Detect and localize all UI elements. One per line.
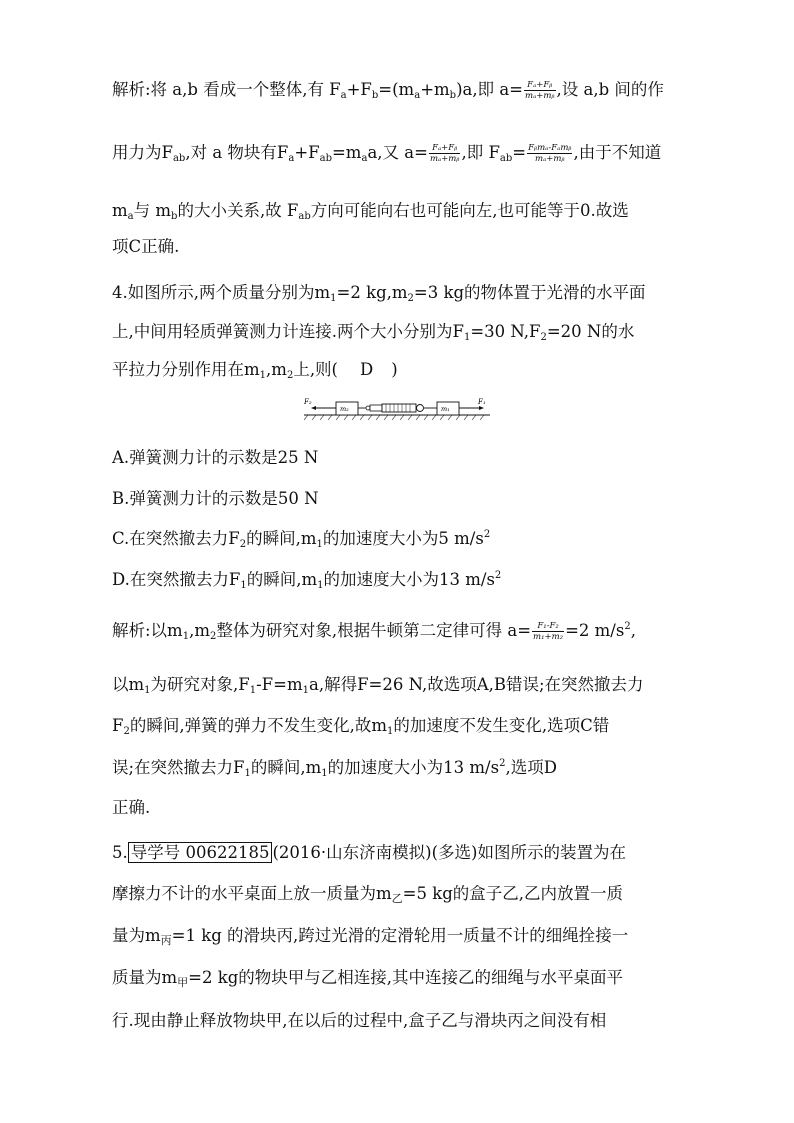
fraction: $\frac{\text{Fₐ+Fᵦ}}{\text{mₐ+mᵦ}}$	[525, 80, 555, 101]
analysis-4-line-1: 解析:以$m_1,m_2$整体为研究对象,根据牛顿第二定律可得 a= $\frac{\text{F₁-F₂}}{\text{m₁+m₂}}$ =2 $m/s^2$,	[112, 621, 636, 642]
scale-rod	[370, 405, 382, 411]
question-5-line-1: 5. 导学号 00622185 (2016·山东济南模拟)(多选)如图所示的装置为在	[112, 843, 626, 862]
analysis-4-line-3: $F_2$的瞬间,弹簧的弹力不发生变化,故$m_1$的加速度不发生变化,选项C错	[112, 716, 610, 737]
question-5-line-2: 摩擦力不计的水平桌面上放一质量为m乙=5 kg的盒子乙,乙内放置一质	[112, 884, 624, 905]
fraction: $\frac{\text{Fᵦmₐ-Fₐmᵦ}}{\text{mₐ+mᵦ}}$	[528, 143, 572, 164]
fraction: $\frac{\text{F₁-F₂}}{\text{m₁+m₂}}$	[533, 621, 564, 642]
scale-ring	[417, 405, 424, 412]
question-4-line-3: 平拉力分别作用在$m_1,m_2$上,则( D )	[112, 360, 398, 381]
analysis-4-line-2: 以$m_1$为研究对象$,F_1-F=m_1a$,解得F=26 N,故选项A,B错误;在突然撤去力	[112, 675, 644, 696]
fraction: $\frac{\text{Fₐ+Fᵦ}}{\text{mₐ+mᵦ}}$	[429, 143, 460, 164]
hook-loop	[366, 406, 370, 410]
question-4-line-2: 上,中间用轻质弹簧测力计连接.两个大小分别为$F_1=30$ $N,F_2=20$ N的水	[112, 322, 635, 343]
analysis-3-line-2: 用力为$F_{ab}$,对 a 物块有$F_a+F_{ab}=m_aa$,又 a= $\frac{\text{Fₐ+Fᵦ}}{\text{mₐ+mᵦ}}$ ,即 $F_{ab}=$ $\frac{\text{Fᵦmₐ-Fₐmᵦ}}{\text{mₐ+mᵦ}}$ ,由于不知道	[112, 143, 662, 164]
analysis-4-line-5: 正确.	[112, 798, 151, 817]
guide-number-box[interactable]: 导学号 00622185	[128, 842, 273, 863]
question-5-line-5: 行.现由静止释放物块甲,在以后的过程中,盒子乙与滑块丙之间没有相	[112, 1011, 607, 1030]
m1-label: m₁	[441, 405, 450, 413]
ground-hatch	[304, 415, 484, 420]
analysis-4-line-4: 误;在突然撤去力$F_1$的瞬间$,m_1$的加速度大小为13 $m/s^2$,选项D	[112, 758, 557, 779]
option-a: A.弹簧测力计的示数是25 N	[112, 448, 319, 467]
option-b: B.弹簧测力计的示数是50 N	[112, 489, 319, 508]
question-5-line-4: 质量为m甲=2 kg的物块甲与乙相连接,其中连接乙的细绳与水平桌面平	[112, 968, 624, 989]
f1-arrowhead	[479, 406, 484, 410]
f2-label: F₂	[304, 398, 312, 406]
scale-body	[382, 404, 416, 412]
analysis-3-line-1: 解析:将 a,b 看成一个整体,有 $F_a+F_b=(m_a+m_b)a$,即 a= $\frac{\text{Fₐ+Fᵦ}}{\text{mₐ+mᵦ}}$ ,设 a,b 间的作	[112, 80, 664, 101]
option-d: D.在突然撤去力$F_1$的瞬间$,m_1$的加速度大小为13 $m/s^2$	[112, 570, 502, 591]
answer-letter: D	[360, 360, 374, 379]
f1-label: F₁	[478, 398, 486, 406]
f2-arrowhead	[311, 406, 316, 410]
option-c: C.在突然撤去力$F_2$的瞬间$,m_1$的加速度大小为5 $m/s^2$	[112, 529, 491, 550]
question-5-line-3: 量为m丙=1 kg 的滑块丙,跨过光滑的定滑轮用一质量不计的细绳拴接一	[112, 926, 629, 947]
spring-scale-diagram	[304, 394, 490, 424]
analysis-3-line-4: 项C正确.	[112, 237, 180, 256]
m2-label: m₂	[340, 405, 349, 413]
question-4-line-1: 4.如图所示,两个质量分别为$m_1=2$ $kg,m_2=3$ kg的物体置于光滑的水平面	[112, 283, 646, 304]
analysis-3-line-3: $m_a$与 $m_b$的大小关系,故 $F_{ab}$方向可能向右也可能向左,也可能等于0.故选	[112, 201, 629, 222]
